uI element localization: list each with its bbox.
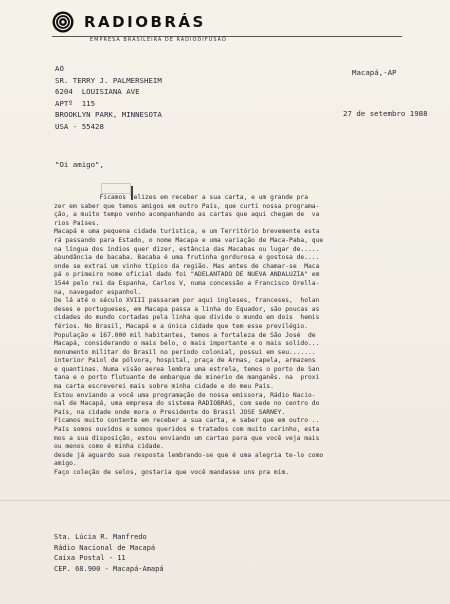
address-line: BROOKLYN PARK, MINNESOTA — [55, 110, 162, 119]
letter-date: 27 de setembro 1988 — [343, 109, 428, 118]
address-line: SR. TERRY J. PALMERSHEIM — [55, 75, 162, 85]
body-line: onde se extrai um vinho típico da região. Mas antes de chamar-se Maca — [54, 262, 320, 270]
body-line: Estou enviando a você uma programação de nossa emissora, Rádio Nacio- — [54, 391, 316, 399]
body-line: interior Paiol de pólvora, hospital, praça de Armas, capela, armazens — [54, 357, 316, 365]
body-line: População e 167.000 mil habitantes, temos a fortaleza de São José de — [54, 331, 316, 339]
recipient-address — [55, 63, 162, 132]
body-line: País somos ouvidos e somos queridos e tratados com muito carinho, esta — [54, 426, 320, 434]
body-line: amigo. — [54, 460, 77, 468]
address-line: APTº 115 — [55, 98, 96, 108]
body-line: e quantinas. Numa visão aerea lembra uma estrela, temos o porto de San — [54, 365, 320, 373]
body-line: nal de Macapá, uma empresa do sistema RADIOBRÁS, com sede no centro do — [54, 400, 320, 408]
paper-fold-line — [0, 500, 450, 501]
address-line: 6204 LOUISIANA AVE — [55, 87, 140, 96]
address-line: AO — [55, 64, 64, 73]
address-line: USA - 55428 — [55, 121, 104, 131]
body-line: férios. No Brasil, Macapá e a única cidade que tem esse previlégio. — [54, 322, 309, 330]
body-line: Macapá, considerando o mais belo, o mais importante e o mais solido... — [54, 340, 320, 348]
body-line: deses e portugueses, em Macapa passa a linha do Equador, são poucas as — [54, 305, 320, 313]
body-line: rios Países. — [54, 219, 100, 227]
body-line: pá o primeiro nome oficial dado foi "ADELANTADO DE NUEVA ANDALUZIA" em — [54, 271, 320, 279]
body-line: rá passando para Estado, o nome Macapa e uma variação de Maca-Paba, que — [54, 236, 324, 244]
body-line: monumento militar do Brasil no período colonial, possui em seu....... — [54, 348, 316, 356]
body-line: abundância de bacaba. Bacaba é uma frutinha gordurosa e gostosa de.... — [54, 254, 320, 262]
body-line: Faço coleção de selos, gostaria que você mandasse uns pra mim. — [54, 469, 290, 476]
body-line: País, na cidade onde mora o Presidente do Brasil JOSÉ SARNEY. — [54, 408, 286, 416]
body-line: mos a sua disposição, estou enviando um cartao para que você veja mais — [54, 434, 320, 442]
radiobras-logo-icon — [52, 11, 74, 33]
salutation: "Oi amigo", — [55, 160, 104, 169]
body-line: De lá até o século XVIII passaram por aqui ingleses, franceses, holan — [54, 297, 320, 305]
body-line: tana e o porto flutuante de embarque de minerio de manganês. na proxi — [54, 374, 320, 382]
sender-signature-block — [54, 532, 164, 574]
body-line: ção, a muito tempo venho acompanhando as cartas que aqui chegam de va — [54, 211, 320, 219]
sender-po-box: Caixa Postal - 11 — [54, 554, 126, 562]
sender-name: Sta. Lúcia R. Manfredo — [54, 533, 147, 541]
body-line: na, navegador espanhol. — [54, 288, 142, 296]
body-line: Ficamos muito contente em receber a sua carta, e saber que em outro .. — [54, 417, 320, 425]
letter-body — [54, 194, 426, 478]
faint-stamp-box — [101, 183, 131, 194]
letterhead-name: RADIOBRÁS — [84, 13, 206, 31]
body-line: zer em saber que temos amigos em outro País, que curti nossa programa- — [54, 202, 320, 210]
body-line: Macapá e uma pequena cidade turística, e um Território brevemente esta — [54, 228, 320, 236]
letterhead-subtitle: EMPRESA BRASILEIRA DE RADIODIFUSÃO — [90, 37, 227, 43]
body-line: cidades do mundo cortadas pela linha que divide o mundo em dois hemis — [54, 314, 320, 322]
body-line: ou menos como é minha cidade. — [54, 443, 164, 451]
sender-organization: Rádio Nacional de Macapá — [54, 543, 156, 552]
body-line: Ficamos felizes em receber a sua carta, e um grande pra — [54, 194, 309, 201]
letter-place: Macapá,-AP — [352, 68, 397, 77]
body-line: desde já aguardo sua resposta lembrando-se que é uma alegria te-lo como — [54, 451, 324, 459]
sender-postal-code: CEP. 68.900 - Macapá-Amapá — [54, 564, 164, 573]
body-line: na língua dos índios quer dizer, estância das Macabas ou lugar de..... — [54, 245, 320, 253]
body-line: ma carta escreverei mais sobre minha cidade e do meu País. — [54, 383, 274, 391]
body-line: 1544 pelo rei da Espanha, Carlos V, numa concessão a Francisco Orella- — [54, 279, 320, 287]
